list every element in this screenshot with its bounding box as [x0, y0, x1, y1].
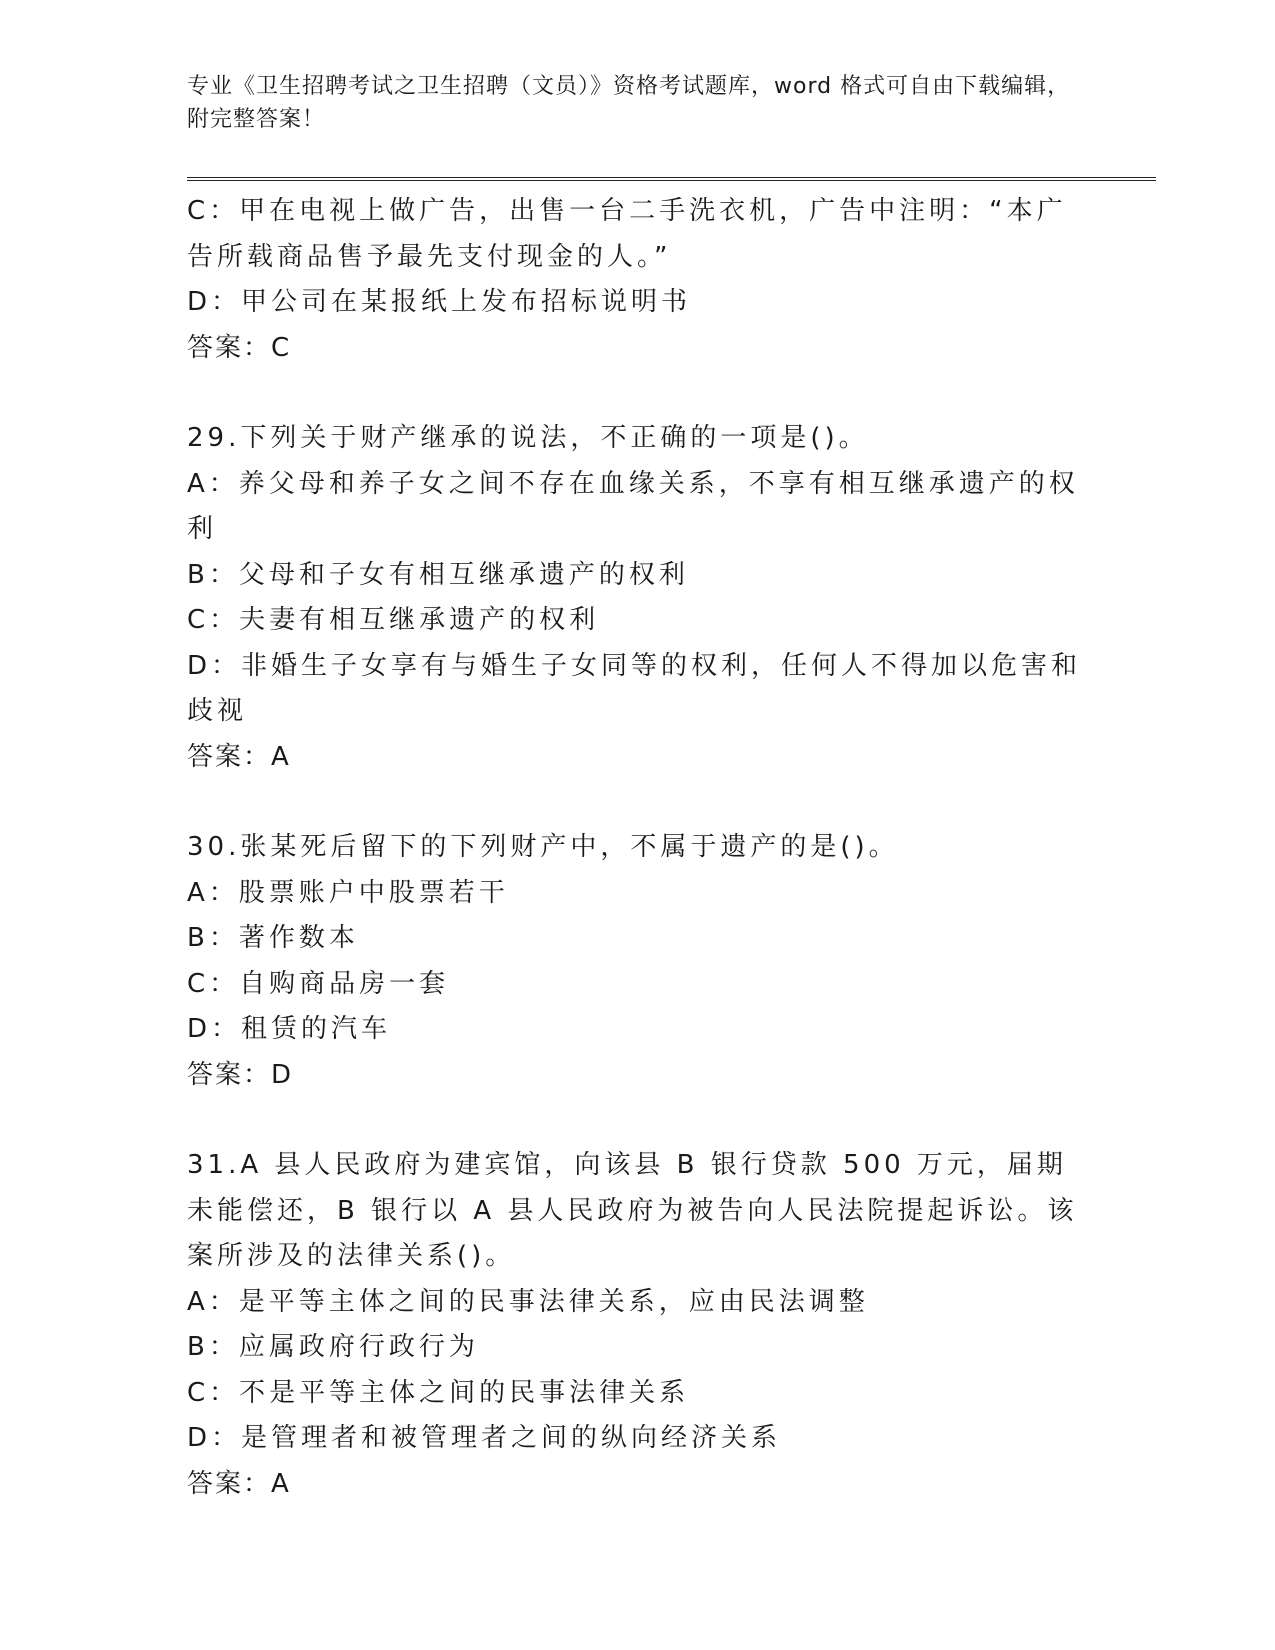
answer: 答案：C [187, 332, 292, 363]
question-stem: 29.下列关于财产继承的说法，不正确的一项是()。 [187, 423, 869, 453]
option-d: D：非婚生子女享有与婚生子女同等的权利，任何人不得加以危害和歧视 [187, 650, 1082, 726]
option-a: A：是平等主体之间的民事法律关系，应由民法调整 [187, 1286, 869, 1317]
answer: 答案：A [187, 741, 291, 772]
option-d: D：租赁的汽车 [187, 1014, 392, 1044]
option-b: B：应属政府行政行为 [187, 1332, 479, 1362]
header-divider [187, 177, 1156, 181]
question-30 [187, 825, 1087, 1098]
option-c: C：甲在电视上做广告，出售一台二手洗衣机，广告中注明：“本广告所载商品售予最先支付现金的人。” [187, 196, 1067, 272]
option-c: C：夫妻有相互继承遗产的权利 [187, 605, 600, 635]
continued-question [187, 189, 1087, 371]
option-c: C：不是平等主体之间的民事法律关系 [187, 1377, 690, 1408]
answer: 答案：D [187, 1059, 294, 1090]
answer: 答案：A [187, 1468, 291, 1499]
question-stem: 30.张某死后留下的下列财产中，不属于遗产的是()。 [187, 832, 899, 862]
option-d: D：是管理者和被管理者之间的纵向经济关系 [187, 1423, 782, 1453]
option-b: B：父母和子女有相互继承遗产的权利 [187, 559, 689, 590]
question-29 [187, 416, 1087, 780]
document-body [187, 189, 1087, 1507]
option-a: A：股票账户中股票若干 [187, 877, 509, 908]
page-header: 专业《卫生招聘考试之卫生招聘（文员）》资格考试题库，word 格式可自由下载编辑，附完整答案！ [187, 74, 1071, 132]
option-a: A：养父母和养子女之间不存在血缘关系，不享有相互继承遗产的权利 [187, 468, 1079, 544]
question-stem: 31.A 县人民政府为建宾馆，向该县 B 银行贷款 500 万元，届期未能偿还，B 银行以 A 县人民政府为被告向人民法院提起诉讼。该案所涉及的法律关系()。 [187, 1150, 1078, 1271]
option-c: C：自购商品房一套 [187, 968, 450, 999]
question-31 [187, 1143, 1087, 1507]
option-d: D：甲公司在某报纸上发布招标说明书 [187, 287, 692, 317]
option-b: B：著作数本 [187, 923, 359, 953]
